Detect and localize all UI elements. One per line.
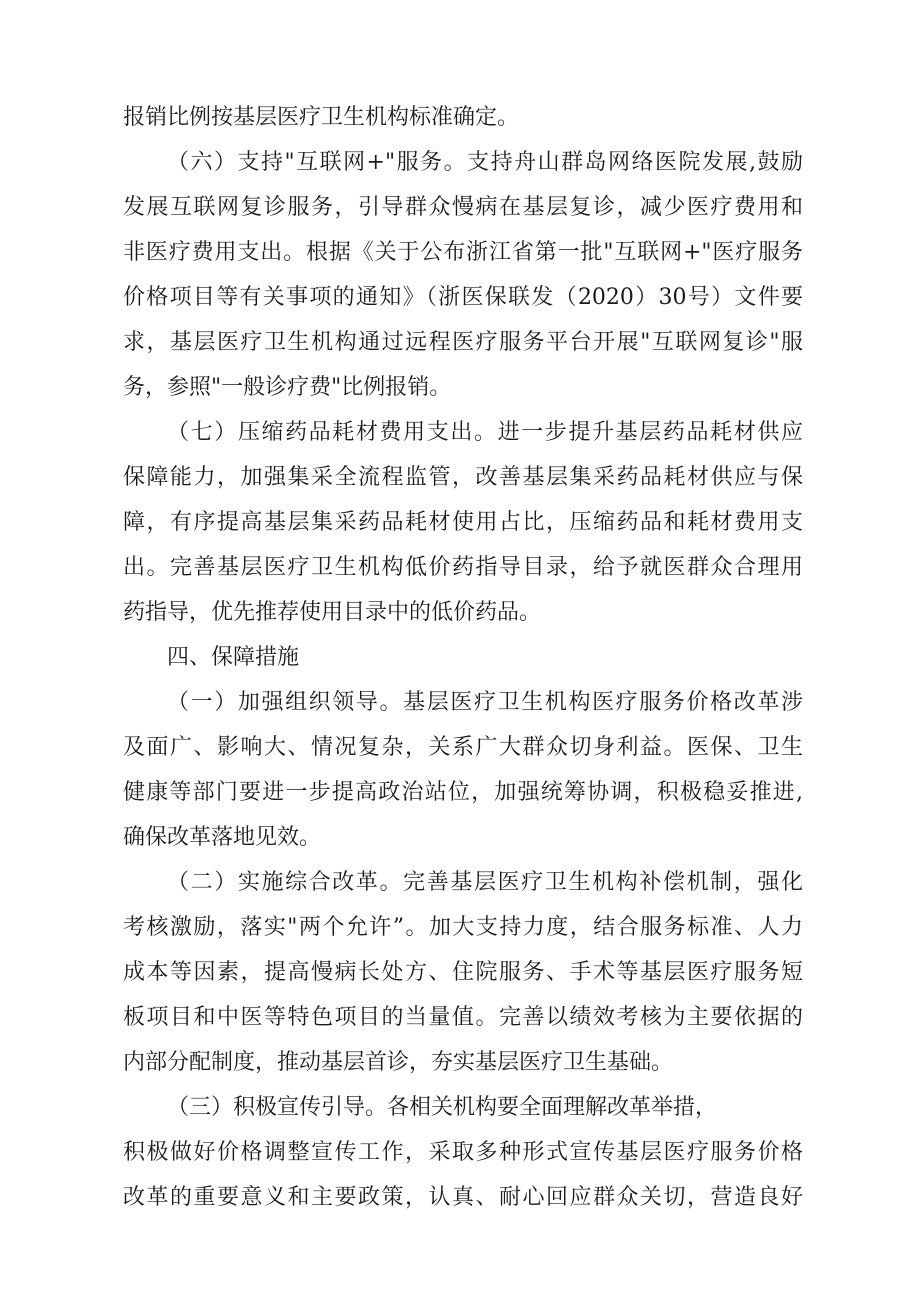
subsection-two-heading-line: （二）实施综合改革。完善基层医疗卫生机构补偿机制，强化 bbox=[167, 870, 803, 895]
text-line: 求，基层医疗卫生机构通过远程医疗服务平台开展"互联网复诊"服 bbox=[123, 330, 803, 355]
text-line: 健康等部门要进一步提高政治站位，加强统筹协调，积极稳妥推进, bbox=[123, 780, 803, 805]
text-line: 及面广、影响大、情况复杂，关系广大群众切身利益。医保、卫生 bbox=[123, 735, 803, 760]
text-line: 确保改革落地见效。 bbox=[123, 825, 322, 850]
subsection-one-heading-line: （一）加强组织领导。基层医疗卫生机构医疗服务价格改革涉 bbox=[167, 690, 803, 715]
section-seven-heading-line: （七）压缩药品耗材费用支出。进一步提升基层药品耗材供应 bbox=[167, 420, 803, 445]
text-line: 考核激励，落实"两个允许”。加大支持力度，结合服务标准、人力 bbox=[123, 915, 803, 940]
text-line: 板项目和中医等特色项目的当量值。完善以绩效考核为主要依据的 bbox=[123, 1005, 803, 1030]
text-line: 成本等因素，提高慢病长处方、住院服务、手术等基层医疗服务短 bbox=[123, 960, 803, 985]
text-line: 报销比例按基层医疗卫生机构标准确定。 bbox=[123, 105, 520, 130]
text-line: 内部分配制度，推动基层首诊，夯实基层医疗卫生基础。 bbox=[123, 1050, 674, 1075]
text-line: 保障能力，加强集采全流程监管，改善基层集采药品耗材供应与保 bbox=[123, 465, 803, 490]
text-line: 发展互联网复诊服务，引导群众慢病在基层复诊，减少医疗费用和 bbox=[123, 195, 803, 220]
text-line: 改革的重要意义和主要政策，认真、耐心回应群众关切，营造良好 bbox=[123, 1185, 803, 1210]
text-line: 障，有序提高基层集采药品耗材使用占比，压缩药品和耗材费用支 bbox=[123, 510, 803, 535]
text-line: 积极做好价格调整宣传工作，采取多种形式宣传基层医疗服务价格 bbox=[123, 1140, 803, 1165]
section-four-title: 四、保障措施 bbox=[167, 645, 300, 670]
section-six-heading-line: （六）支持"互联网+"服务。支持舟山群岛网络医院发展,鼓励 bbox=[167, 150, 803, 175]
text-line: 务，参照"一般诊疗费"比例报销。 bbox=[123, 375, 452, 400]
text-line: 价格项目等有关事项的通知》（浙医保联发（2020）30号）文件要 bbox=[123, 285, 803, 310]
subsection-three-heading-line: （三）积极宣传引导。各相关机构要全面理解改革举措， bbox=[167, 1095, 718, 1120]
text-line: 出。完善基层医疗卫生机构低价药指导目录，给予就医群众合理用 bbox=[123, 555, 803, 580]
text-line: 非医疗费用支出。根据《关于公布浙江省第一批"互联网+"医疗服务 bbox=[123, 240, 803, 265]
text-line: 药指导，优先推荐使用目录中的低价药品。 bbox=[123, 600, 542, 625]
